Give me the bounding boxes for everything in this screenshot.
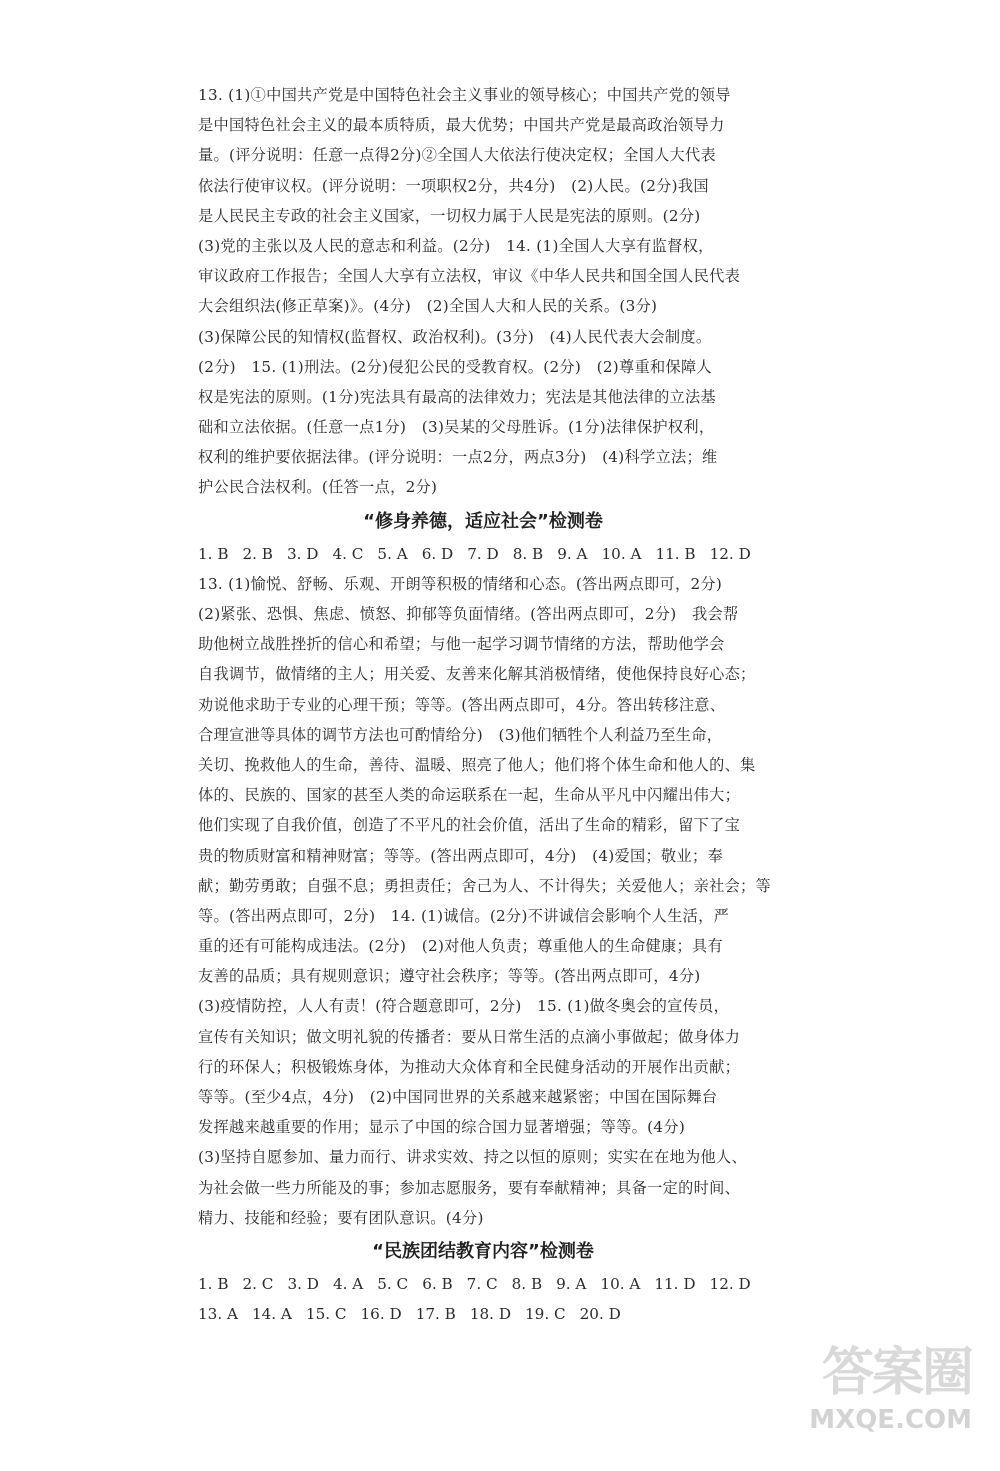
choice-answer: 4. C [332,544,364,563]
text-line: 权是宪法的原则。(1分)宪法具有最高的法律效力；宪法是其他法律的立法基 [198,387,717,406]
text-line: 自我调节，做情绪的主人；用关爱、友善来化解其消极情绪，使他保持良好心态； [198,665,756,684]
text-line: 护公民合法权利。(任答一点，2分) [198,478,438,497]
text-line: 献；勤劳勇敢；自强不息；勇担责任；舍己为人、不计得失；关爱他人；亲社会；等 [198,876,772,895]
watermark-logo: 答案圈 [821,1343,972,1403]
choice-answer: 19. C [525,1305,566,1324]
text-line: 体的、民族的、国家的甚至人类的命运联系在一起，生命从平凡中闪耀出伟大； [198,786,741,805]
text-line: 贵的物质财富和精神财富；等等。(答出两点即可，4分) (4)爱国；敬业；奉 [198,846,723,865]
text-line: 发挥越来越重要的作用；显示了中国的综合国力显著增强；等等。(4分) [198,1118,686,1137]
choice-answer: 20. D [579,1305,621,1324]
choice-answer: 5. C [377,1274,409,1293]
section-self-cultivation-answers [198,569,772,1233]
watermark [742,1343,972,1453]
text-line: 他们实现了自我价值，创造了不平凡的社会价值，活出了生命的精彩，留下了宝 [198,816,741,835]
choice-answer: 10. A [601,544,642,563]
text-line: 精力、技能和经验；要有团队意识。(4分) [198,1208,484,1227]
text-line: 大会组织法(修正草案)》。(4分) (2)全国人大和人民的关系。(3分) [198,297,658,316]
text-line: (3)保障公民的知情权(监督权、政治权利)。(3分) (4)人民代表大会制度。 [198,327,712,346]
choice-answer: 7. C [466,1274,498,1293]
choice-answer: 9. A [557,544,588,563]
text-line: (3)党的主张以及人民的意志和利益。(2分) 14. (1)全国人大享有监督权， [198,236,714,255]
watermark-url: MXQE.COM [809,1405,972,1435]
choice-answer: 14. A [251,1305,292,1324]
choice-answer: 13. A [198,1305,238,1324]
text-line: 友善的品质；具有规则意识；遵守社会秩序；等等。(答出两点即可，4分) [198,967,701,986]
text-line: 础和立法依据。(任意一点1分) (3)吴某的父母胜诉。(1分)法律保护权利， [198,418,715,437]
choice-answer: 1. B [198,544,229,563]
choice-answer: 12. D [709,1274,751,1293]
section-politics-answers [198,80,768,503]
section-title-ethnic-unity: “民族团结教育内容”检测卷 [372,1240,594,1262]
text-line: (2分) 15. (1)刑法。(2分)侵犯公民的受教育权。(2分) (2)尊重和保障人 [198,357,712,376]
choice-answer: 18. D [469,1305,512,1324]
choice-answers-row [198,539,768,569]
text-line: 为社会做一些力所能及的事；参加志愿服务，要有奉献精神；具备一定的时间、 [198,1178,741,1197]
choice-answer: 2. C [242,1274,274,1293]
choice-answer: 3. D [286,544,319,563]
choice-answer: 3. D [287,1274,319,1293]
text-line: 合理宣泄等具体的调节方法也可酌情给分) (3)他们牺牲个人利益乃至生命， [198,725,723,744]
choice-answer: 6. B [422,1274,453,1293]
text-line: 量。(评分说明：任意一点得2分)②全国人大依法行使决定权；全国人大代表 [198,146,717,165]
text-line: 是中国特色社会主义的最本质特质，最大优势；中国共产党是最高政治领导力 [198,116,725,135]
text-line: 13. (1)愉悦、舒畅、乐观、开朗等积极的情绪和心态。(答出两点即可，2分) [198,574,723,593]
choice-answer: 2. B [242,544,273,563]
text-line: 助他树立战胜挫折的信心和希望；与他一起学习调节情绪的方法，帮助他学会 [198,635,725,654]
text-line: (3)坚持自愿参加、量力而行、讲求实效、持之以恒的原则；实实在在地为他人、 [198,1148,747,1167]
text-line: (3)疫情防控，人人有责！(符合题意即可，2分) 15. (1)做冬奥会的宣传员， [198,997,730,1016]
choice-answer: 9. A [556,1274,587,1293]
choice-answer: 8. B [511,1274,543,1293]
text-line: 宣传有关知识；做文明礼貌的传播者：要从日常生活的点滴小事做起；做身体力 [198,1027,741,1046]
text-line: 重的还有可能构成违法。(2分) (2)对他人负责；尊重他人的生命健康；具有 [198,937,723,956]
text-line: 审议政府工作报告；全国人大享有立法权，审议《中华人民共和国全国人民代表 [198,267,741,286]
text-line: 关切、挽救他人的生命，善待、温暖、照亮了他人；他们将个体生命和他人的、集 [198,755,756,774]
text-line: 行的环保人；积极锻炼身体，为推动大众体育和全民健身活动的开展作出贡献； [198,1057,741,1076]
text-line: 等。(答出两点即可，2分) 14. (1)诚信。(2分)不讲诚信会影响个人生活，严 [198,906,730,925]
choice-answer: 11. B [655,544,696,563]
choice-answer: 12. D [709,544,751,563]
choice-answer: 4. A [332,1274,364,1293]
text-line: 等等。(至少4点，4分) (2)中国同世界的关系越来越紧密；中国在国际舞台 [198,1088,718,1106]
choice-answers-row [198,1299,768,1329]
choice-answers-row [198,1269,768,1299]
choice-answer: 17. B [415,1305,456,1324]
text-line: 是人民民主专政的社会主义国家，一切权力属于人民是宪法的原则。(2分) [198,206,701,225]
section-title-self-cultivation: “修身养德，适应社会”检测卷 [363,510,603,532]
choice-answer: 15. C [305,1305,347,1324]
choice-answer: 6. D [421,544,454,563]
text-line: 依法行使审议权。(评分说明：一项职权2分，共4分) (2)人民。(2分)我国 [198,176,709,195]
choice-answer: 10. A [600,1274,641,1293]
choice-answer: 16. D [360,1305,402,1324]
text-line: (2)紧张、恐惧、焦虑、愤怒、抑郁等负面情绪。(答出两点即可，2分) 我会帮 [198,605,739,623]
choice-answer: 11. D [654,1274,696,1293]
choice-answer: 8. B [512,544,544,563]
choice-answer: 7. D [467,544,499,563]
choice-answer: 5. A [377,544,408,563]
text-line: 权利的维护要依据法律。(评分说明：一点2分，两点3分) (4)科学立法；维 [198,448,718,467]
choice-answer: 1. B [198,1274,229,1293]
text-line: 劝说他求助于专业的心理干预；等等。(答出两点即可，4分。答出转移注意、 [198,695,726,714]
text-line: 13. (1)①中国共产党是中国特色社会主义事业的领导核心；中国共产党的领导 [198,86,731,104]
answer-page [198,80,772,1329]
